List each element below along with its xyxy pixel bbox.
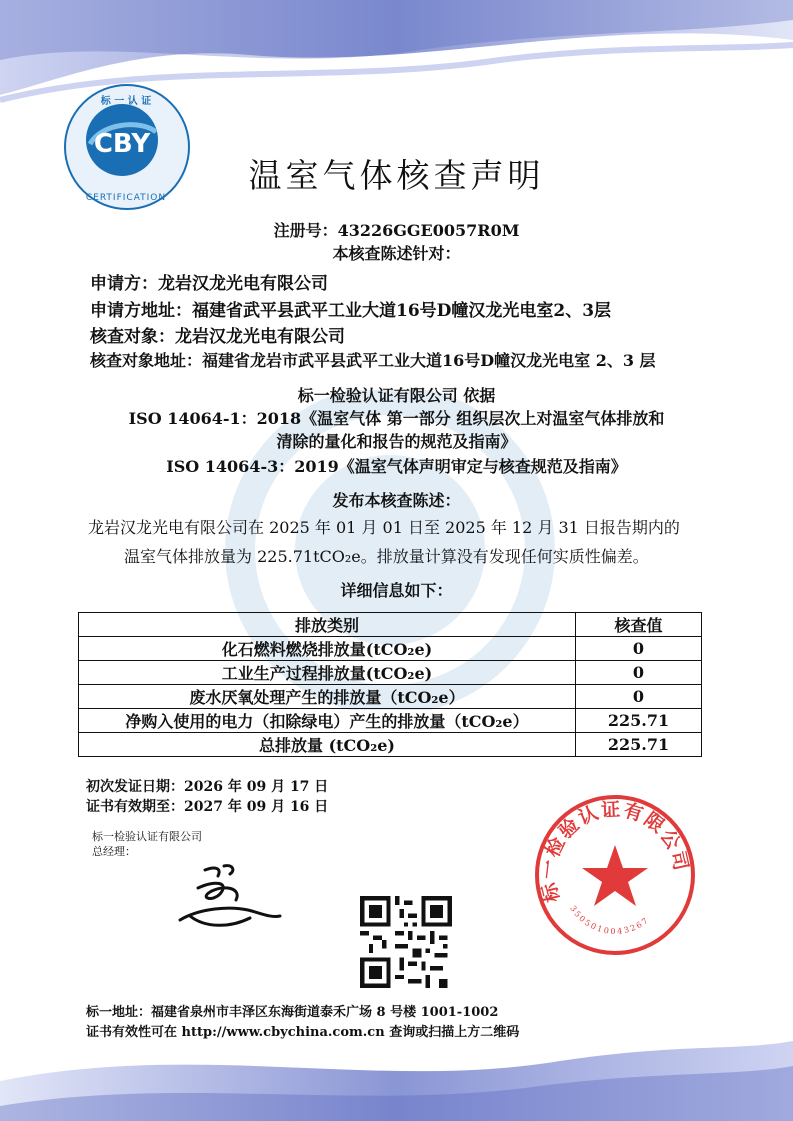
row-category: 化石燃料燃烧排放量(tCO₂e) xyxy=(79,637,576,661)
logo-ring-bottom: CERTIFICATION xyxy=(85,193,167,203)
row-category: 总排放量 (tCO₂e) xyxy=(79,733,576,757)
row-value: 0 xyxy=(576,661,702,685)
table-row xyxy=(79,637,702,661)
valid-until-date: 证书有效期至：2027 年 09 月 16 日 xyxy=(86,799,329,815)
row-category: 净购入使用的电力（扣除绿电）产生的排放量（tCO₂e） xyxy=(79,709,576,733)
footer-address: 标一地址：福建省泉州市丰泽区东海街道泰禾广场 8 号楼 1001-1002 xyxy=(86,1005,499,1020)
result-line-2: 温室气体排放量为 225.71tCO₂e。排放量计算没有发现任何实质性偏差。 xyxy=(124,547,649,566)
row-value: 225.71 xyxy=(576,733,702,757)
result-line-1: 龙岩汉龙光电有限公司在 2025 年 01 月 01 日至 2025 年 12 月 31 日报告期内的 xyxy=(88,518,680,537)
page-title: 温室气体核查声明 xyxy=(248,156,545,195)
applicant-address: 申请方地址：福建省武平县武平工业大道16号D幢汉龙光电室2、3层 xyxy=(90,301,612,321)
seal-ring-text: 标一检验认证有限公司 xyxy=(537,798,693,905)
row-value: 225.71 xyxy=(576,709,702,733)
statement-for-label: 本核查陈述针对： xyxy=(332,244,461,263)
table-row xyxy=(79,733,702,757)
logo-brand: CBY xyxy=(93,129,151,159)
verified-entity: 核查对象：龙岩汉龙光电有限公司 xyxy=(90,327,345,347)
row-category: 工业生产过程排放量(tCO₂e) xyxy=(79,661,576,685)
company-small-label: 标一检验认证有限公司 xyxy=(92,830,202,843)
verified-entity-address: 核查对象地址：福建省龙岩市武平县武平工业大道16号D幢汉龙光电室 2、3 层 xyxy=(90,351,656,370)
iso-14064-1-line1: ISO 14064-1：2018《温室气体 第一部分 组织层次上对温室气体排放和 xyxy=(128,409,665,428)
general-manager-label: 总经理： xyxy=(92,845,136,858)
table-row xyxy=(79,661,702,685)
signature xyxy=(160,858,290,938)
svg-text:3505010043267 xyxy=(568,904,651,936)
basis-line: 标一检验认证有限公司 依据 xyxy=(297,386,496,405)
qr-code[interactable] xyxy=(360,896,452,988)
company-seal xyxy=(530,790,700,960)
footer-verify-link[interactable]: 证书有效性可在 http://www.cbychina.com.cn 查询或扫描上方二维码 xyxy=(86,1025,520,1040)
seal-number: 3505010043267 xyxy=(568,904,652,937)
header-category: 排放类别 xyxy=(79,613,576,637)
issue-statement-label: 发布本核查陈述： xyxy=(332,491,461,510)
logo-ring-top: 标 一 认 证 xyxy=(100,96,152,107)
row-value: 0 xyxy=(576,685,702,709)
row-category: 废水厌氧处理产生的排放量（tCO₂e） xyxy=(79,685,576,709)
row-value: 0 xyxy=(576,637,702,661)
iso-14064-1-line2: 清除的量化和报告的规范及指南》 xyxy=(276,432,517,451)
header-value: 核查值 xyxy=(576,613,702,637)
iso-14064-3-line: ISO 14064-3：2019《温室气体声明审定与核查规范及指南》 xyxy=(166,457,627,476)
table-header-row xyxy=(79,613,702,637)
applicant: 申请方：龙岩汉龙光电有限公司 xyxy=(90,274,328,294)
first-issue-date: 初次发证日期：2026 年 09 月 17 日 xyxy=(86,779,329,795)
table-row xyxy=(79,709,702,733)
table-row xyxy=(79,685,702,709)
emissions-table xyxy=(78,612,702,757)
details-label: 详细信息如下： xyxy=(340,581,453,600)
registration-number: 注册号：43226GGE0057R0M xyxy=(273,221,520,240)
